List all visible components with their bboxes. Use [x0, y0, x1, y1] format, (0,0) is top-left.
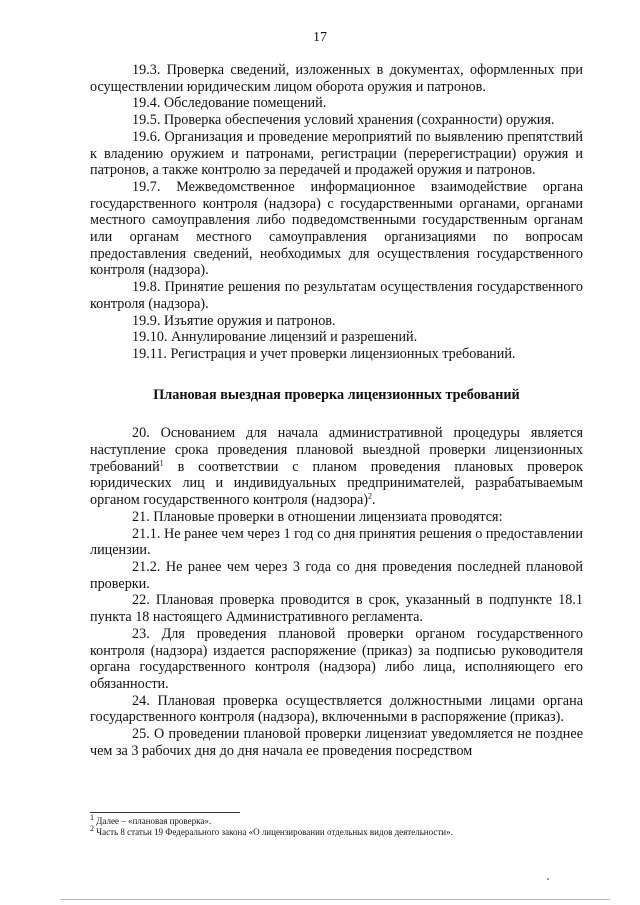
- paragraph-19-10: 19.10. Аннулирование лицензий и разрешений.: [132, 329, 418, 346]
- footnote-1-mark: 1: [90, 813, 94, 822]
- document-body: [90, 62, 583, 759]
- scan-speck: [547, 878, 549, 880]
- paragraph-19-6: 19.6. Организация и проведение мероприятий по выявлению препятствий к владению оружием и патронами, регистрации (перерегистрации) оружия и патронов, а также контролю за передачей и продажей оружия и патронов.: [90, 128, 583, 179]
- footnote-2-mark: 2: [90, 824, 94, 833]
- paragraph-19-8: 19.8. Принятие решения по результатам осуществления государственного контроля (надзора).: [90, 279, 583, 312]
- paragraph-24: 24. Плановая проверка осуществляется должностными лицами органа государственного контроля (надзора), включенными в распоряжение (приказ).: [90, 692, 583, 726]
- paragraph-20-text-middle: в соответствии с планом проведения плановых проверок юридических лиц и индивидуальных предпринимателей, разрабатываемым органом государственного контроля (надзора): [90, 458, 583, 509]
- footnote-ref-2: 2: [368, 491, 372, 501]
- paragraph-22: 22. Плановая проверка проводится в срок, указанный в подпункте 18.1 пункта 18 настоящего Административного регламента.: [90, 592, 583, 626]
- footnote-2: [90, 824, 583, 838]
- paragraph-21-1: 21.1. Не ранее чем через 1 год со дня принятия решения о предоставлении лицензии.: [90, 525, 583, 559]
- paragraph-25: 25. О проведении плановой проверки лицензиат уведомляется не позднее чем за 3 рабочих дня до дня начала ее проведения посредством: [90, 726, 583, 759]
- paragraph-19-11: 19.11. Регистрация и учет проверки лицензионных требований.: [132, 345, 516, 362]
- footnotes: [90, 813, 583, 838]
- paragraph-19-5: 19.5. Проверка обеспечения условий хранения (сохранности) оружия.: [132, 112, 555, 129]
- footnote-ref-1: 1: [159, 458, 164, 468]
- footnote-2-text: Часть 8 статьи 19 Федерального закона «О лицензировании отдельных видов деятельности».: [94, 827, 453, 837]
- footnote-1: [90, 813, 583, 827]
- section-heading: Плановая выездная проверка лицензионных требований: [153, 386, 520, 403]
- paragraph-19-3: 19.3. Проверка сведений, изложенных в документах, оформленных при осуществлении юридическим лицом оборота оружия и патронов.: [90, 62, 583, 95]
- page-number: 17: [313, 30, 327, 45]
- scan-edge-line: [60, 899, 610, 900]
- paragraph-21: 21. Плановые проверки в отношении лицензиата проводятся:: [132, 508, 503, 525]
- footnote-1-text: Далее – «плановая проверка».: [94, 816, 212, 826]
- paragraph-19-4: 19.4. Обследование помещений.: [132, 95, 327, 112]
- paragraph-20-text-start: 20. Основанием для начала административной процедуры является наступление срока проведения плановой выездной проверки лицензионных требований: [90, 425, 583, 475]
- paragraph-23: 23. Для проведения плановой проверки органом государственного контроля (надзора) издается распоряжение (приказ) за подписью руководителя органа государственного контроля (надзора) либо лица, исполняющего его обязанности.: [90, 625, 583, 692]
- paragraph-20-text-end: .: [372, 492, 376, 509]
- paragraph-21-2: 21.2. Не ранее чем через 3 года со дня проведения последней плановой проверки.: [90, 558, 583, 592]
- paragraph-19-9: 19.9. Изъятие оружия и патронов.: [132, 312, 336, 329]
- paragraph-20: [90, 425, 583, 509]
- footnote-separator: [90, 812, 240, 813]
- paragraph-19-7: 19.7. Межведомственное информационное взаимодействие органа государственного контроля (надзора) с государственными органами, органами местного самоуправления либо подведомственными государственным органам или органам местного самоуправления организациями по вопросам предоставления сведений, необходимых для осуществления государственного контроля (надзора).: [90, 178, 583, 279]
